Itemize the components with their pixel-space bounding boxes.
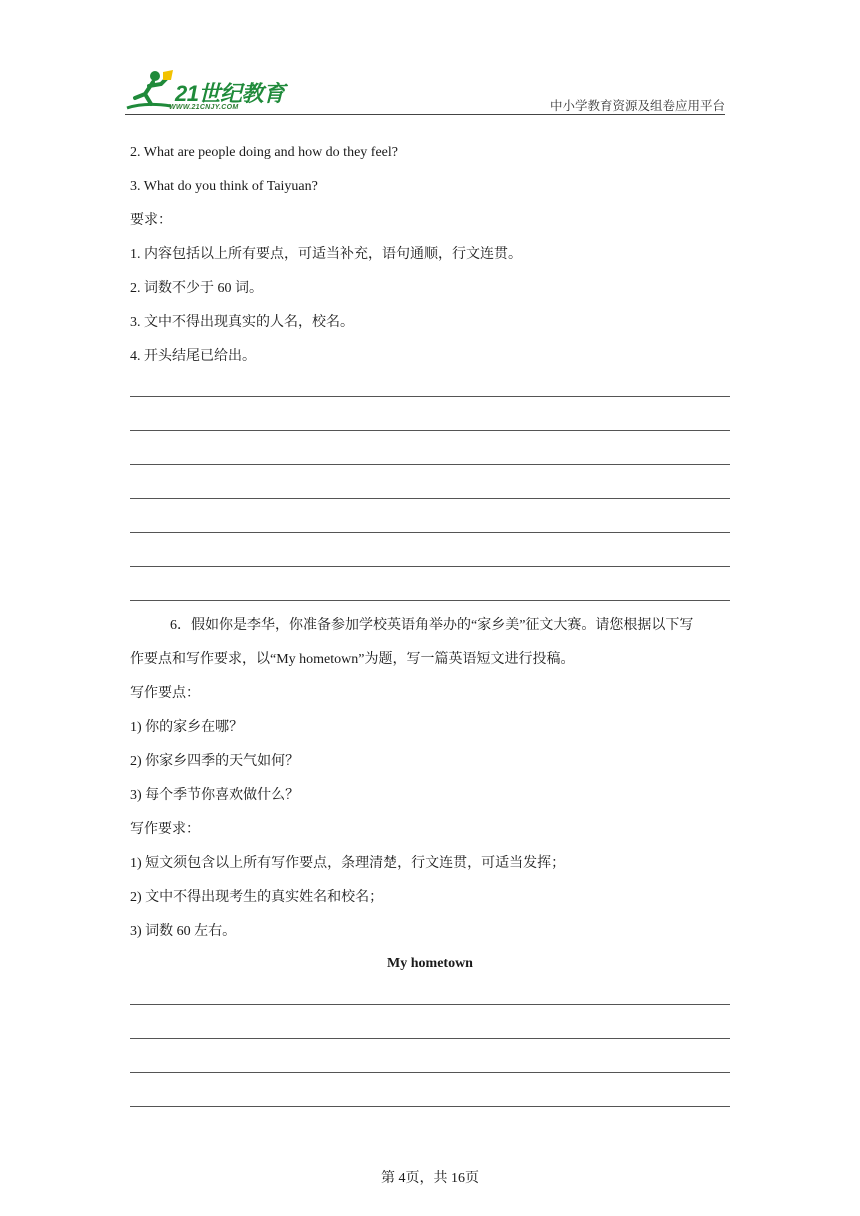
page-header	[125, 66, 725, 116]
prompt-line-1: 6．假如你是李华，你准备参加学校英语角举办的“家乡美”征文大赛。请您根据以下写	[170, 618, 694, 633]
prompt-line-2: 作要点和写作要求，以“My hometown”为题，写一篇英语短文进行投稿。	[130, 652, 575, 667]
question-2: 2. What are people doing and how do they feel?	[130, 145, 398, 160]
answer-line	[130, 1072, 730, 1073]
requirements-label: 要求：	[130, 213, 172, 228]
question-3: 3. What do you think of Taiyuan?	[130, 179, 318, 194]
point-3: 3) 每个季节你喜欢做什么？	[130, 788, 300, 803]
requirement-2: 2. 词数不少于 60 词。	[130, 281, 263, 296]
logo-text: 21世纪教育	[175, 81, 285, 106]
point-1: 1) 你的家乡在哪？	[130, 720, 244, 735]
answer-line	[130, 1004, 730, 1005]
requirement-4: 4. 开头结尾已给出。	[130, 349, 256, 364]
answer-line	[130, 1106, 730, 1107]
header-divider	[125, 114, 725, 115]
answer-line	[130, 396, 730, 397]
writing-requirement-1: 1) 短文须包含以上所有写作要点，条理清楚，行文连贯，可适当发挥；	[130, 856, 566, 871]
platform-name: 中小学教育资源及组卷应用平台	[549, 99, 725, 113]
logo-subtext: WWW.21CNJY.COM	[169, 104, 239, 111]
point-2: 2) 你家乡四季的天气如何？	[130, 754, 300, 769]
requirement-3: 3. 文中不得出现真实的人名，校名。	[130, 315, 354, 330]
requirement-1: 1. 内容包括以上所有要点，可适当补充，语句通顺，行文连贯。	[130, 247, 522, 262]
writing-requirement-2: 2) 文中不得出现考生的真实姓名和校名；	[130, 890, 384, 905]
answer-line	[130, 566, 730, 567]
answer-line	[130, 430, 730, 431]
essay-title: My hometown	[387, 956, 473, 971]
answer-line	[130, 532, 730, 533]
logo	[125, 68, 295, 114]
answer-line	[130, 600, 730, 601]
runner-logo-icon	[125, 68, 175, 114]
page-number: 第 4页，共 16页	[381, 1171, 479, 1186]
writing-requirement-3: 3) 词数 60 左右。	[130, 924, 237, 939]
writing-requirements-label: 写作要求：	[130, 822, 200, 837]
points-label: 写作要点：	[130, 686, 200, 701]
answer-line	[130, 464, 730, 465]
answer-line	[130, 1038, 730, 1039]
answer-line	[130, 498, 730, 499]
